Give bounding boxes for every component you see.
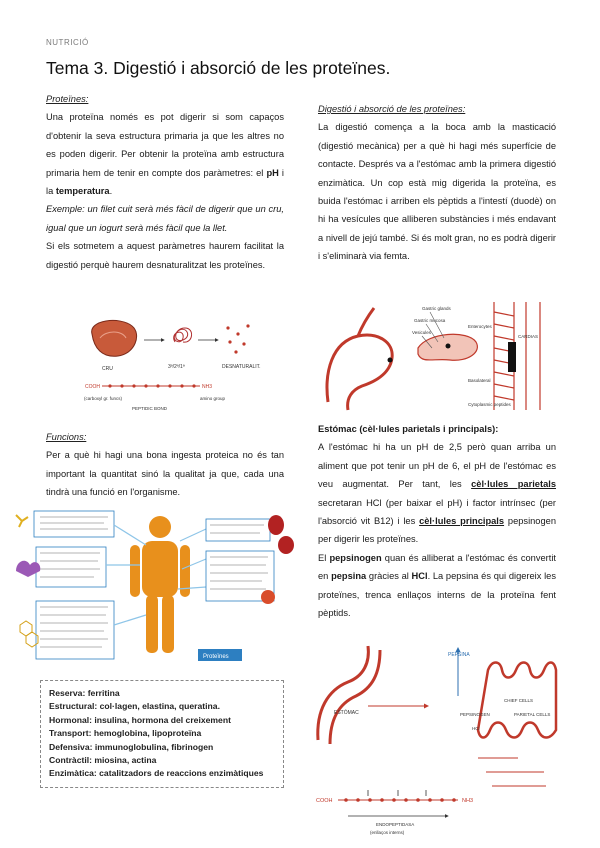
proteines-button-label: Proteïnes [203, 654, 229, 660]
label-bond: PEPTIDIC BOND [132, 406, 168, 411]
info-box [36, 601, 114, 659]
estomac-section [318, 420, 556, 622]
functions-list-box [40, 680, 284, 788]
text-run: pepsinogen per digerir les proteïnes. [318, 516, 556, 545]
text-run: Una proteïna només es pot digerir si som capaços d'obtenir la seva estructura primaria ja que les altres no es poden digerir. Per obtenir la proteïna amb estructura primaria hem de tenir en compte dos paràmetres: el [46, 112, 284, 178]
digestio-heading: Digestió i absorció de les proteïnes: [318, 104, 466, 114]
label-cooh: COOH [85, 384, 100, 390]
label-nh3: NH3 [202, 384, 213, 390]
label-cooh-3: COOH [316, 798, 333, 804]
label-cru: CRU [102, 366, 113, 372]
section-label: NUTRICIÓ [46, 38, 89, 47]
label-parietal-cells: PARIETAL CELLS [514, 712, 551, 717]
digestion-anatomy-diagram [318, 302, 554, 412]
label-amino: amino group [200, 396, 226, 401]
label-carboxyl: (carboxyl gr. funcs) [84, 396, 123, 401]
text-run: i la [46, 167, 284, 197]
digestio-paragraph: La digestió comença a la boca amb la masticació (digestió mecànica) per a què hi hagi més superfície de contacte. Després va a l'estómac amb la primera digestió enzimàtica. Un cop està mig digerida la proteïna, es buida l'estómac i arriben els pèptids a l'intestí (duodè) on hi ha vesícules que alliberen substàncies i més endavant a nivell de jejú també. Si és molt gran, no es podrà digerir i s'eliminarà via femta. [318, 122, 556, 262]
steak-shape [92, 320, 137, 356]
red-blood-cell-icon [268, 515, 284, 535]
label-basolateral: Basolateral [468, 378, 491, 383]
list-item: Estructural: col·lagen, elastina, queratina. [49, 701, 220, 712]
pepsin-diagram [308, 640, 566, 840]
text-run: gràcies al [366, 571, 412, 582]
text-cel-parietals: cèl·lules parietals [471, 479, 556, 490]
peptide-fragments [478, 758, 546, 786]
label-hcl-diagram: HCl [472, 726, 480, 731]
label-cytoplasmic: Cytoplasmic peptides [468, 402, 511, 407]
text-pepsinogen: pepsinogen [329, 552, 382, 563]
funcions-section [46, 428, 284, 502]
label-gastric-glands: Gastric glands [422, 306, 451, 311]
label-enterocytes: Enterocytes [468, 324, 492, 329]
text-run: . [109, 186, 113, 197]
human-figure [130, 516, 190, 653]
text-run: . La pepsina és qui digereix les proteïnes, trenca enllaços interns de la proteïna fent pèptids. [318, 571, 556, 619]
list-item: Transport: hemoglobina, lipoproteïna [49, 728, 202, 739]
label-nh3-3: NH3 [462, 798, 474, 804]
page-title: Tema 3. Digestió i absorció de les proteïnes. [46, 58, 391, 78]
text-ph: pH [266, 167, 279, 178]
list-item: Hormonal: insulina, hormona del creixement [49, 714, 231, 725]
text-run: secretaran HCl (per baixar el pH) i factor intrínsec (per l'absorció vit B12) i les [318, 497, 556, 527]
info-box [34, 511, 114, 537]
antibody-icon [16, 515, 28, 527]
label-stomach: ESTÓMAC [334, 710, 359, 716]
apple-icon [261, 590, 275, 604]
label-chief-cells: CHIEF CELLS [504, 698, 534, 703]
text-run: quan és alliberat a l'estómac és convertit en [318, 552, 556, 582]
text-pepsina: pepsina [331, 571, 367, 582]
label-gastric-mucosa: Gastric mucosa [414, 318, 446, 323]
text-cel-principals: cèl·lules principals [419, 516, 505, 527]
proteines-example: Exemple: un filet cuit serà més fàcil de digerir que un cru, igual que un iogurt serà més fàcil que la llet. [46, 204, 284, 233]
text-temperatura: temperatura [55, 186, 110, 197]
text-run: El [318, 552, 330, 563]
list-item: Defensiva: immunoglobulina, fibrinogen [49, 741, 214, 752]
label-mid: 3ª/2ª/1ª [168, 364, 185, 370]
molecule-icon [20, 621, 38, 647]
estomac-paragraph-2 [318, 549, 556, 623]
list-item: Contràctil: miosina, actina [49, 755, 157, 766]
estomac-heading: Estómac (cèl·lules parietals i principals): [318, 424, 499, 434]
label-vesicules: Vesicules [412, 330, 432, 335]
label-endopeptidasa: ENDOPEPTIDASA [376, 822, 415, 827]
estomac-paragraph-1 [318, 438, 556, 548]
info-box [206, 519, 270, 541]
text-run: A l'estómac hi ha un pH de 2,5 però quan arriba un aliment que pot tenir un pH de 6, el pH de l'estómac es veu augmentat. Per tant, les [318, 442, 556, 490]
denaturation-diagram [80, 312, 280, 414]
list-item: Reserva: ferritina [49, 688, 120, 698]
label-denat: DESNATURALIT. [222, 364, 261, 370]
proteines-section [46, 90, 284, 274]
protein-functions-infographic [10, 505, 300, 665]
digestio-section [318, 100, 556, 266]
denatured-dots [226, 324, 249, 353]
stomach-outline [327, 335, 392, 410]
folded-protein [174, 328, 192, 342]
red-blood-cell-icon [278, 536, 294, 554]
funcions-heading: Funcions: [46, 432, 87, 442]
label-cardias: CARDIAS [518, 334, 539, 339]
funcions-paragraph: Per a què hi hagi una bona ingesta proteica no és tan important la quantitat sinó la qualitat ja que, cada una tindrà una funció en l'organisme. [46, 450, 284, 498]
villi [494, 302, 540, 410]
list-item: Enzimàtica: catalitzadors de reaccions enzimàtiques [49, 768, 264, 779]
proteines-heading: Proteïnes: [46, 94, 89, 104]
label-enllacos: (enllaços interns) [370, 830, 405, 835]
text-hcl: HCl [411, 571, 428, 582]
proteines-paragraph-2: Si els sotmetem a aquest paràmetres haurem facilitat la digestió perquè haurem desnaturalitzat les proteïnes. [46, 241, 284, 270]
label-pepsinogen: PEPSINOGEN [460, 712, 490, 717]
proteines-paragraph-1 [46, 108, 284, 200]
label-pepsina: PEPSINA [448, 652, 470, 658]
